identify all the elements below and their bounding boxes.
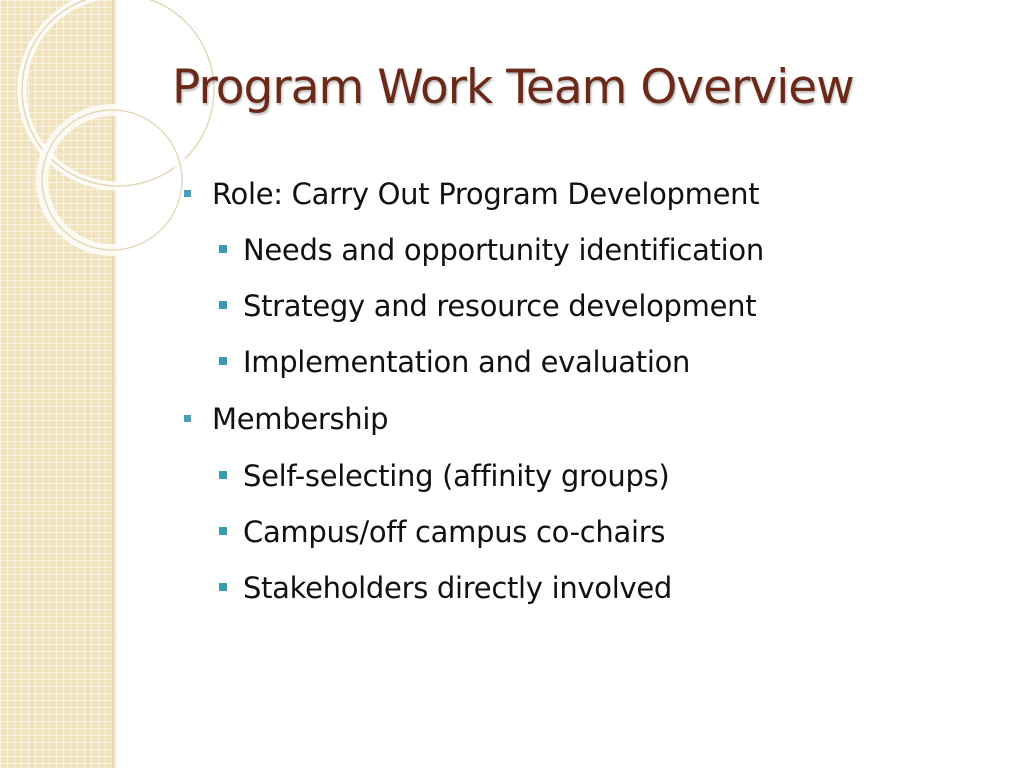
square-bullet-icon	[184, 415, 191, 422]
bullet-item	[243, 230, 764, 270]
slide-title: Program Work Team Overview	[172, 60, 854, 115]
bullet-item	[243, 342, 690, 382]
bullet-text: Stakeholders directly involved	[243, 571, 672, 605]
bullet-item	[243, 568, 672, 608]
square-bullet-icon	[219, 583, 227, 591]
bullet-text: Self-selecting (affinity groups)	[243, 459, 670, 493]
bullet-text: Strategy and resource development	[243, 289, 757, 323]
bullet-text: Campus/off campus co-chairs	[243, 515, 666, 549]
square-bullet-icon	[184, 190, 191, 197]
square-bullet-icon	[219, 301, 227, 309]
bullet-item	[212, 174, 759, 214]
bullet-text: Membership	[212, 402, 389, 436]
bullet-item	[243, 286, 756, 326]
bullet-item	[243, 456, 669, 496]
bullet-text: Needs and opportunity identification	[243, 233, 764, 267]
square-bullet-icon	[219, 527, 227, 535]
bullet-item	[212, 399, 388, 439]
bullet-text: Role: Carry Out Program Development	[212, 177, 760, 211]
bullet-text: Implementation and evaluation	[243, 345, 691, 379]
bullet-item	[243, 512, 665, 552]
square-bullet-icon	[219, 357, 227, 365]
square-bullet-icon	[219, 471, 227, 479]
square-bullet-icon	[219, 245, 227, 253]
